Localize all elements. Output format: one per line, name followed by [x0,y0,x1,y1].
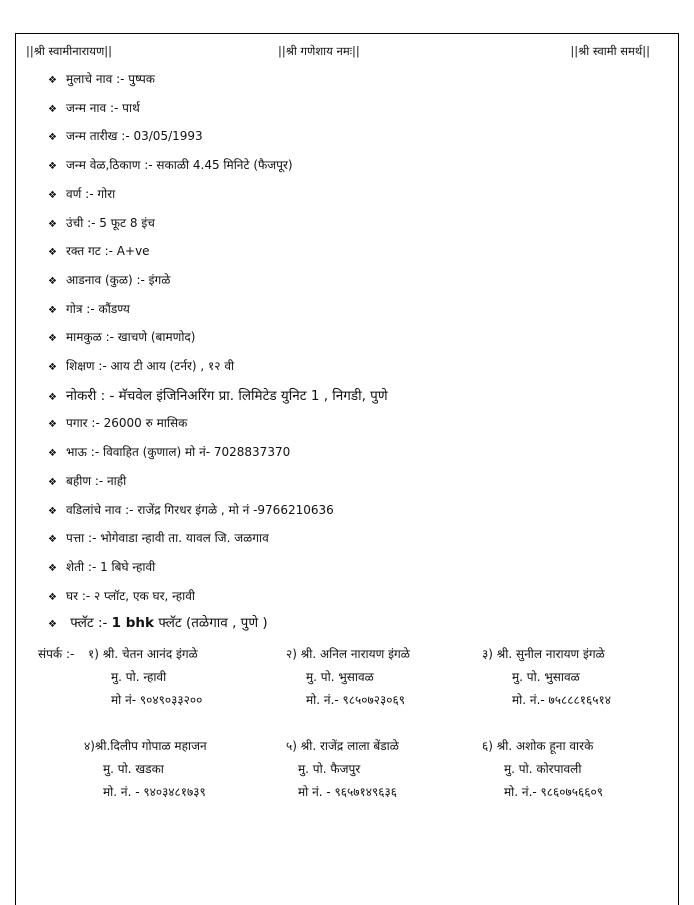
bullet-icon: ❖ [48,534,57,546]
bullet-icon: ❖ [48,247,57,259]
bullet-icon: ❖ [48,132,57,144]
contact-name: १) श्री. चेतन आनंद इंगळे [88,647,198,661]
list-item-text: शेती :- 1 बिघे न्हावी [66,559,156,574]
list-item [48,99,140,116]
list-item-text: वर्ण :- गोरा [66,186,116,201]
bullet-icon: ❖ [48,161,57,173]
list-item-text: घर :- २ प्लॉट, एक घर, न्हावी [66,588,196,603]
list-item [48,156,293,173]
header-center: ||श्री गणेशाय नमः|| [278,44,360,58]
list-item [48,472,126,489]
list-item [48,414,187,431]
list-item [48,386,388,404]
contact-place: मु. पो. न्हावी [111,670,167,684]
list-item [48,357,234,374]
flat-rest: फ्लॅट (तळेगाव , पुणे ) [158,615,268,632]
contact-name: ५) श्री. राजेंद्र लाला बेंडाळे [286,739,399,753]
flat-prefix: फ्लॅट :- [70,615,108,632]
list-item-text: भाऊ :- विवाहित (कुणाल) मो नं- 7028837370 [66,445,291,460]
bullet-icon: ❖ [48,275,57,287]
list-item-text: मुलाचे नाव :- पुष्पक [66,72,156,86]
bullet-icon: ❖ [48,505,57,517]
list-item-text: जन्म तारीख :- 03/05/1993 [66,129,203,144]
contact-phone: मो. नं. - ९४०३४८१७३९ [103,785,206,799]
bullet-icon: ❖ [48,304,57,316]
contact-place: मु. पो. फैजपुर [298,762,361,776]
contact-name: ४)श्री.दिलीप गोपाळ महाजन [84,739,207,753]
bullet-icon: ❖ [48,218,57,230]
list-item-text: पगार :- 26000 रु मासिक [66,416,188,431]
list-item [48,328,196,345]
list-item [48,501,334,518]
flat-bold: 1 bhk [111,615,155,632]
flat-item [48,613,268,631]
list-item [48,300,130,317]
document-page [15,33,679,905]
list-item-text: वडिलांचे नाव :- राजेंद्र गिरधर इंगळे , मो नं -9766210636 [66,502,334,517]
bullet-icon: ❖ [48,362,57,373]
contact-name: ३) श्री. सुनील नारायण इंगळे [482,647,605,661]
contact-phone: मो. नं.- ९८६०७५६६०९ [504,785,603,799]
list-item [48,443,290,460]
list-item [48,127,203,144]
bullet-icon: ❖ [48,189,57,201]
bullet-icon: ❖ [48,419,57,431]
contact-phone: मो नं- ९०४९०३३२०० [111,693,203,707]
bullet-icon: ❖ [48,448,57,460]
list-item-text: आडनाव (कुळ) :- इंगळे [66,272,171,287]
list-item [48,214,155,231]
list-item [48,70,155,87]
list-item-text: नोकरी : - मॅचवेल इंजिनिअरिंग प्रा. लिमिटेड युनिट 1 , निगडी, पुणे [66,387,388,404]
contact-place: मु. पो. खडका [103,762,164,776]
contact-name: ६) श्री. अशोक हूना वारके [482,739,594,753]
list-item [48,529,269,546]
bullet-icon: ❖ [48,591,57,603]
bullet-icon: ❖ [48,103,57,115]
bullet-icon: ❖ [48,75,57,86]
list-item-text: जन्म नाव :- पार्थ [66,100,140,115]
list-item [48,242,150,259]
contact-place: मु. पो. कोरपावली [504,762,582,776]
contact-name: २) श्री. अनिल नारायण इंगळे [286,647,410,661]
header-right: ||श्री स्वामी समर्थ|| [570,44,650,58]
list-item [48,587,195,604]
contact-phone: मो नं. - ९६५७१४९६३६ [298,785,397,799]
list-item-text: मामकुळ :- खाचणे (बामणोद) [66,330,196,345]
bullet-icon: ❖ [48,619,57,631]
contact-phone: मो. नं.- ९८५०७२३०६९ [306,693,405,707]
bullet-icon: ❖ [48,562,57,574]
contact-place: मु. पो. भुसावळ [306,670,374,684]
contact-phone: मो. नं.- ७५८८८१६५१४ [512,693,611,707]
list-item [48,271,170,288]
list-item-text: बहीण :- नाही [66,473,127,488]
bullet-icon: ❖ [48,476,57,488]
header-left: ||श्री स्वामीनारायण|| [26,44,113,58]
list-item-text: गोत्र :- कौंडण्य [66,301,130,316]
list-item-text: रक्त गट :- A+ve [66,244,150,259]
bullet-icon: ❖ [48,333,57,345]
list-item-text: जन्म वेळ,ठिकाण :- सकाळी 4.45 मिनिटे (फैजपूर) [66,158,293,173]
list-item-text: पत्ता :- भोगेवाडा न्हावी ता. यावल जि. जळगाव [66,531,269,546]
list-item [48,185,115,202]
contact-label: संपर्क :- [38,647,75,661]
bullet-icon: ❖ [48,391,57,403]
list-item-text: उंची :- 5 फूट 8 इंच [66,215,155,230]
list-item-text: शिक्षण :- आय टी आय (टर्नर) , १२ वी [66,359,235,373]
list-item [48,558,155,575]
contact-place: मु. पो. भुसावळ [512,670,580,684]
